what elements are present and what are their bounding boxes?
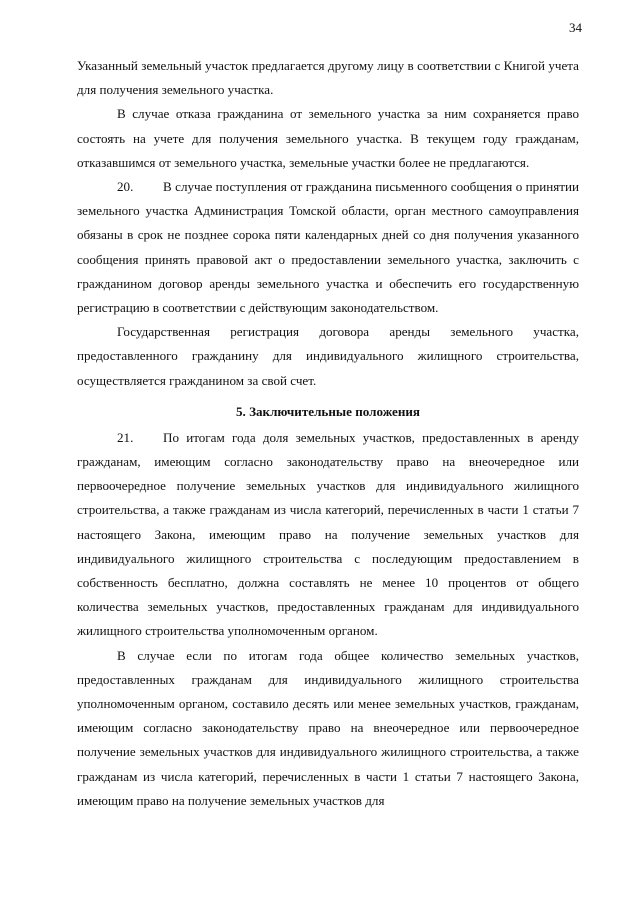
paragraph-text: В случае отказа гражданина от земельного участка за ним сохраняется право состоять на учете для получения земельного участка. В текущем году гражданам, отказавшимся от земельного участка, земельные участки более не предлагаются. (77, 106, 579, 170)
paragraph-year-total (77, 644, 579, 813)
clause-20 (77, 175, 579, 320)
page-number: 34 (569, 20, 582, 35)
paragraph-refusal (77, 102, 579, 175)
paragraph-text: Государственная регистрация договора аренды земельного участка, предоставленного гражданину для индивидуального жилищного строительства, осуществляется гражданином за свой счет. (77, 324, 579, 388)
document-body (77, 54, 579, 813)
paragraph-available-to-other (77, 54, 579, 102)
paragraph-text: В случае если по итогам года общее количество земельных участков, предоставленных гражданам для индивидуального жилищного строительства уполномоченным органом, составило десять или менее земельных участков, гражданам, имеющим согласно законодательству право на внеочередное или первоочередное получение земельных участков для индивидуального жилищного строительства, а также гражданам из числа категорий, перечисленных в части 1 статьи 7 настоящего Закона, имеющим право на получение земельных участков для (77, 647, 579, 808)
paragraph-registration (77, 320, 579, 393)
paragraph-text: В случае поступления от гражданина письменного сообщения о принятии земельного участка Администрация Томской области, орган местного самоуправления обязаны в срок не позднее сорока пяти календарных дней со дня получения указанного сообщения принять правовой акт о предоставлении земельного участка, заключить с гражданином договор аренды земельного участка и обеспечить его государственную регистрацию в соответствии с действующим законодательством. (77, 179, 579, 316)
paragraph-text: По итогам года доля земельных участков, предоставленных в аренду гражданам, имеющим согласно законодательству право на внеочередное или первоочередное получение земельных участков для индивидуального жилищного строительства, а также гражданам из числа категорий, перечисленных в части 1 статьи 7 настоящего Закона, имеющим право на получение земельных участков для индивидуального жилищного строительства с последующим предоставлением в собственность бесплатно, должна составлять не менее 10 процентов от общего количества земельных участков, предоставленных гражданам для индивидуального жилищного строительства уполномоченным органом. (77, 429, 579, 639)
clause-number: 20. (117, 179, 134, 195)
paragraph-text: Указанный земельный участок предлагается другому лицу в соответствии с Книгой учета для получения земельного участка. (77, 58, 579, 98)
clause-number: 21. (117, 429, 134, 445)
clause-21 (77, 426, 579, 644)
section-heading: 5. Заключительные положения (235, 403, 421, 419)
